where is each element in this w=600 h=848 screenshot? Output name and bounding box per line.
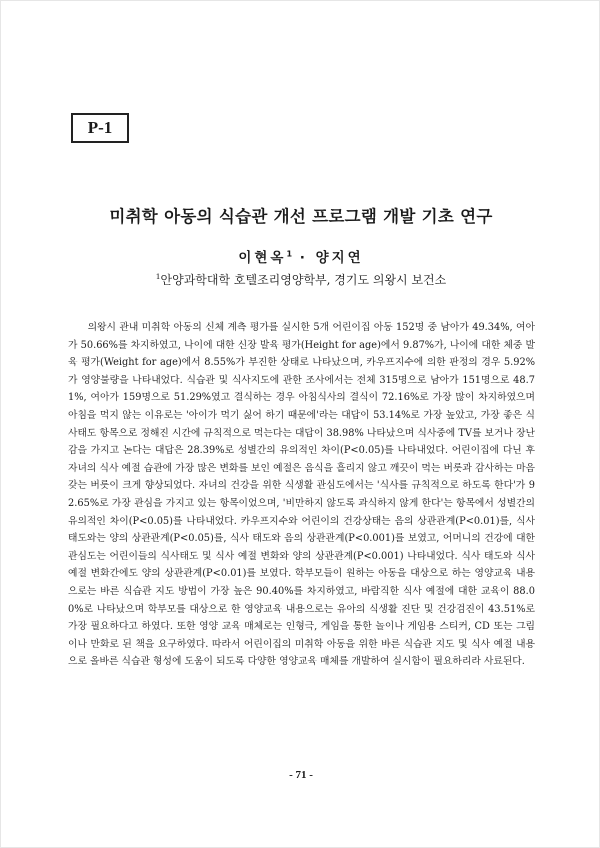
author-name: 양지연 xyxy=(315,250,364,266)
presentation-code-label: P-1 xyxy=(71,113,129,143)
paper-title: 미취학 아동의 식습관 개선 프로그램 개발 기초 연구 xyxy=(109,207,493,226)
affiliation-mark: 1 xyxy=(155,272,161,281)
author-separator: · xyxy=(299,250,308,266)
affiliation-text: 안양과학대학 호텔조리영양학부, 경기도 의왕시 보건소 xyxy=(160,273,447,287)
abstract-body: 의왕시 관내 미취학 아동의 신체 계측 평가를 실시한 5개 어린이집 아동 152명 중 남아가 49.34%, 여아가 50.66%를 차지하였고, 나이에 대한 신장 발육 평가(Height for age)에서 9.87%가, 나이에 대한 체중 발육 평가(Weight for age)에서 8.55%가 부진한 상태로 나타났으며, 카우프지수에 의한 판정의 경우 5.92%가 영양불량을 나타내었다. 식습관 및 식사지도에 관한 조사에서는 전체 315명으로 남아가 151명으로 48.71%, 여아가 159명으로 51.29%였고 결식하는 경우 아침식사의 결식이 72.16%로 가장 많이 차지하였으며 아침을 먹지 않는 이유로는 '아이가 먹기 싫어 하기 때문에'라는 대답이 53.14%로 가장 높았고, 가장 좋은 식사태도 항목으로 정해진 시간에 규칙적으로 먹는다는 대답이 38.98% 나타났으며 식사중에 TV를 보거나 장난감을 가지고 논다는 대답은 28.39%로 성별간의 유의적인 차이(P<0.05)를 나타내었다. 어린이집에 다닌 후 자녀의 식사 예절 습관에 가장 많은 변화를 보인 예절은 음식을 흘리지 않고 깨끗이 먹는 버릇과 감사하는 마음 갖는 버릇이 크게 향상되었다. 자녀의 건강을 위한 식생활 관심도에서는 '식사를 규칙적으로 하도록 한다'가 92.65%로 가장 관심을 가지고 있는 항목이었으며, '비만하지 않도록 과식하지 않게 한다'는 항목에서 성별간의 유의적인 차이(P<0.05)를 나타내었다. 카우프지수와 어린이의 건강상태는 음의 상관관계(P<0.01)를, 식사태도와는 양의 상관관계(P<0.05)를, 식사 태도와 음의 상관관계(P<0.001)를 보였고, 어머니의 건강에 대한 관심도는 어린이들의 식사태도 및 식사 예절 변화와 양의 상관관계(P<0.001) 나타내었다. 식사 태도와 식사 예절 변화간에도 양의 상관관계(P<0.01)를 보였다. 학부모들이 원하는 아동을 대상으로 하는 영양교육 내용으로는 바른 식습관 지도 방법이 가장 높은 90.40%를 차지하였고, 바람직한 식사 예절에 대한 교육이 88.00%로 나타났으며 학부모를 대상으로 한 영양교육 내용으로는 유아의 식생활 진단 및 건강검진이 43.51%로 가장 필요하다고 하였다. 또한 영양 교육 매체로는 인형극, 게임을 통한 놀이나 게임용 스티커, CD 또는 그림이나 만화로 된 책을 요구하였다. 따라서 어린이집의 미취학 아동을 위한 바른 식습관 지도 및 식사 예절 내용으로 올바른 식습관 형성에 도움이 되도록 다양한 영양교육 매체를 개발하여 실시함이 필요하리라 사료된다. xyxy=(68,322,535,668)
author-affiliation-mark: 1 xyxy=(286,249,293,259)
author-line xyxy=(1,246,600,266)
affiliation-line xyxy=(1,271,600,288)
author-name: 이현옥 xyxy=(238,250,287,266)
page-number: - 71 - xyxy=(289,769,313,781)
